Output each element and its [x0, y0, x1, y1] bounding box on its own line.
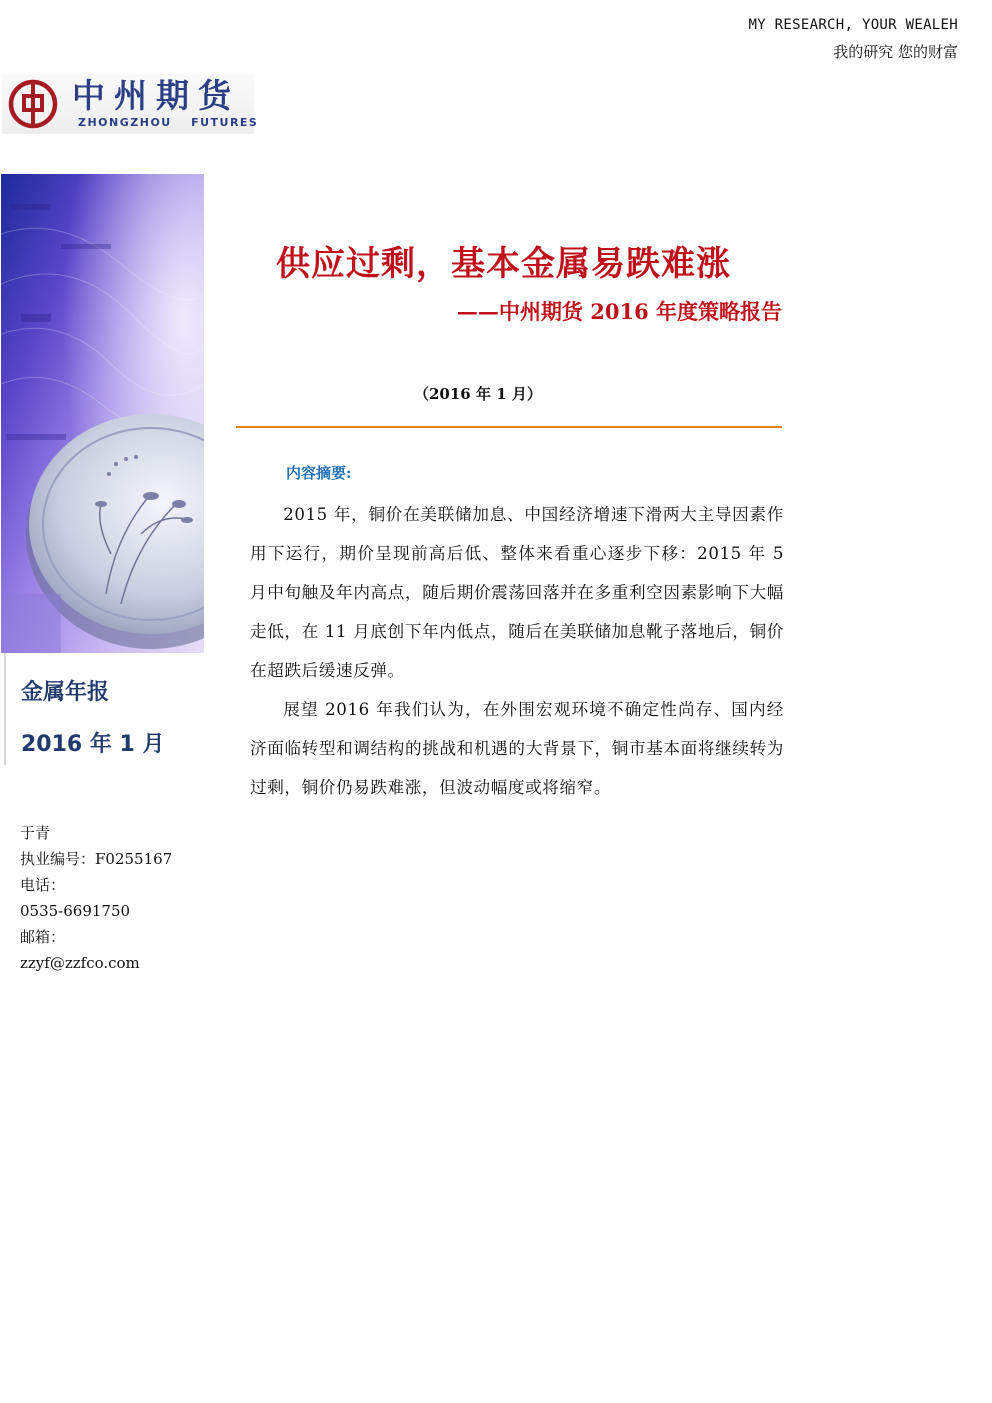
abstract-paragraph: 展望 2016 年我们认为，在外围宏观环境不确定性尚存、国内经济面临转型和调结构的挑战和机遇的大背景下，铜市基本面将继续转为过剩，铜价仍易跌难涨，但波动幅度或将缩窄。	[250, 700, 784, 797]
author-info	[20, 820, 172, 976]
abstract-label: 内容摘要:	[286, 464, 352, 482]
author-license: 执业编号：F0255167	[20, 850, 173, 868]
slogan-chinese: 我的研究 您的财富	[833, 43, 958, 61]
banknote-coin-illustration	[1, 174, 204, 653]
abstract-body	[250, 495, 784, 807]
logo-chinese-name: 中州期货	[72, 76, 240, 115]
report-type: 金属年报	[21, 680, 110, 705]
report-date: （2016 年 1 月）	[414, 385, 542, 403]
phone-label: 电话：	[20, 876, 66, 894]
email-address[interactable]: zzyf@zzfco.com	[20, 954, 140, 972]
cover-image	[1, 174, 204, 653]
coin-emblem-icon	[8, 79, 58, 129]
company-logo	[2, 74, 259, 134]
report-subtitle: ——中州期货 2016 年度策略报告	[456, 299, 782, 324]
report-month: 2016 年 1 月	[21, 732, 165, 757]
header-slogan	[749, 16, 959, 62]
email-label: 邮箱：	[20, 928, 66, 946]
phone-number: 0535-6691750	[20, 902, 131, 920]
author-name: 于青	[20, 824, 51, 842]
slogan-english: MY RESEARCH, YOUR WEALEH	[748, 17, 958, 33]
logo-english-name: ZHONGZHOU FUTURES	[78, 116, 259, 129]
abstract-paragraph: 2015 年，铜价在美联储加息、中国经济增速下滑两大主导因素作用下运行，期价呈现前高后低、整体来看重心逐步下移：2015 年 5 月中旬触及年内高点，随后期价震荡回落并在多重利空因素影响下大幅走低，在 11 月底创下年内低点，随后在美联储加息靴子落地后，铜价在超跌后缓速反弹。	[250, 505, 784, 680]
title-divider	[236, 426, 782, 428]
report-type-box	[4, 653, 206, 765]
report-title: 供应过剩，基本金属易跌难涨	[276, 244, 731, 284]
